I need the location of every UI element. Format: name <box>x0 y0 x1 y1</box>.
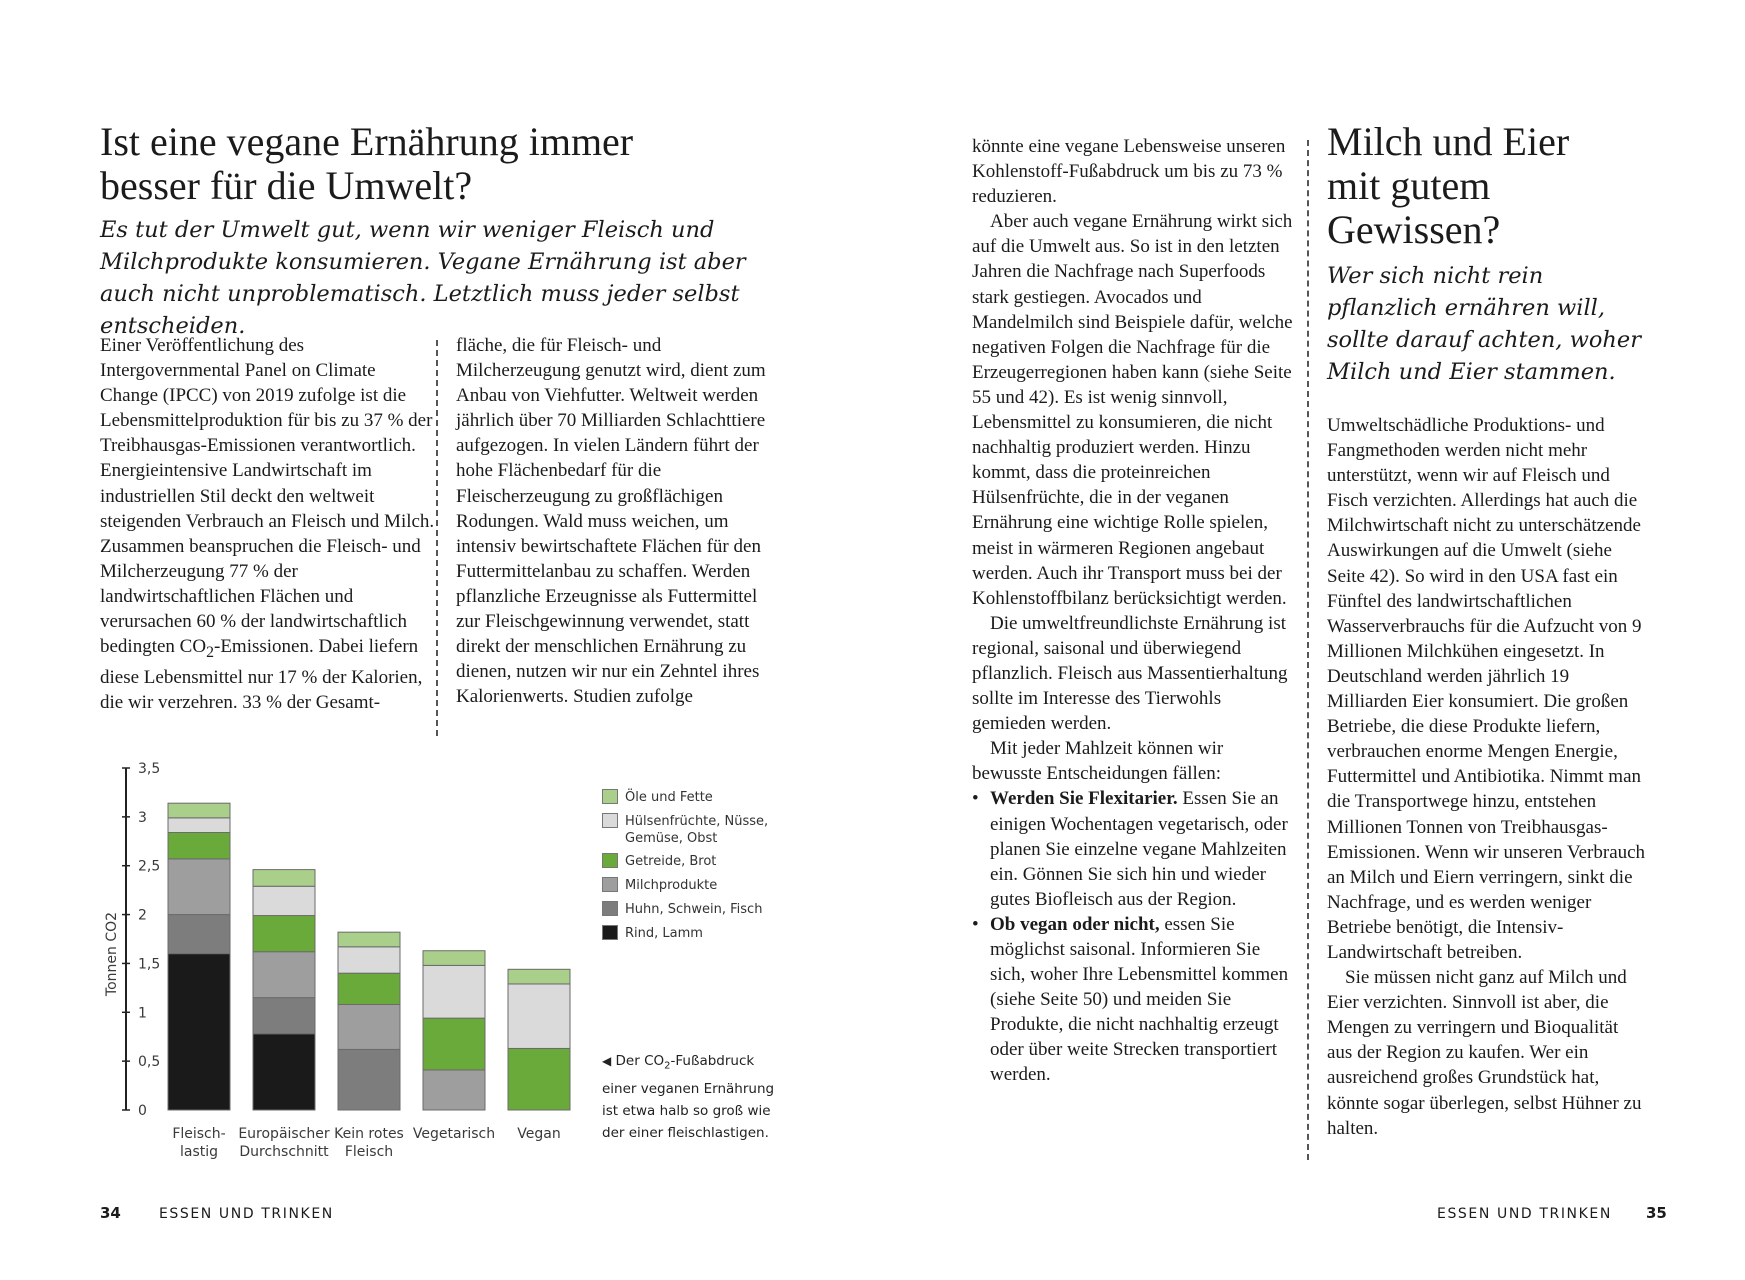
bar-segment <box>253 916 315 952</box>
x-tick-label: Durchschnitt <box>239 1144 329 1160</box>
body-paragraph: fläche, die für Fleisch- und Milcherzeugung genutzt wird, dient zum Anbau von Viehfutter. Weltweit werden jährlich über 70 Milliarden Schlachttiere aufgezogen. In vielen Ländern führt der hohe Flächenbedarf für die Fleischerzeugung zu großflächigen Rodungen. Wald muss weichen, um intensiv bewirtschaftete Flächen für den Futtermittelanbau zu schaffen. Werden pflanzliche Erzeugnisse als Futtermittel zur Fleischgewinnung verwendet, statt direkt der menschlichen Ernährung zu dienen, nutzen wir nur ein Zehntel ihres Kalorienwerts. Studien zufolge <box>456 335 766 708</box>
legend-item <box>602 813 785 847</box>
section-label: ESSEN UND TRINKEN <box>1437 1206 1612 1222</box>
bar-segment <box>423 965 485 1018</box>
bar-segment <box>168 915 230 954</box>
legend-swatch <box>602 877 618 892</box>
y-tick-label: 1,5 <box>138 956 161 973</box>
body-paragraph: Umweltschädliche Produktions- und Fangmethoden werden nicht mehr unterstützt, wenn wir auf Fleisch und Fisch verzichten. Allerdings hat auch die Milchwirtschaft nicht zu unterschätzende Auswirkungen auf die Umwelt (siehe Seite 42). So wird in den USA fast ein Fünftel des landwirtschaftlichen Wasserverbrauchs für die Aufzucht von 9 Millionen Milchkühen eingesetzt. In Deutschland werden jährlich 19 Milliarden Eier konsumiert. Die großen Betriebe, die diese Produkte liefern, verbrauchen enorme Mengen Energie, Futtermittel und Antibiotika. Nimmt man die Transportwege hinzu, entstehen Millionen Tonnen von Treibhausgas-Emissionen. Wenn wir unseren Verbrauch an Milch und Eiern verringern, sinkt die Nachfrage, und es werden weniger Betriebe benötigt, die Intensiv-Landwirtschaft betreiben. <box>1327 415 1646 963</box>
legend-item <box>602 901 762 918</box>
bar-segment <box>423 1070 485 1110</box>
legend-swatch <box>602 853 618 868</box>
legend-item <box>602 925 703 942</box>
legend-label: Öle und Fette <box>625 790 713 805</box>
legend-swatch <box>602 813 618 828</box>
bar-segment <box>168 818 230 833</box>
legend-label: Huhn, Schwein, Fisch <box>625 902 763 917</box>
y-tick-label: 1 <box>138 1005 147 1022</box>
y-tick-label: 0,5 <box>138 1054 161 1071</box>
bar-segment <box>253 998 315 1034</box>
lead-text: Es tut der Umwelt gut, wenn wir weniger Fleisch und Milchprodukte konsumieren. Vegane Ernährung ist aber auch nicht unproblematisch. Letztlich muss jeder selbst entscheiden. <box>100 217 746 339</box>
body-paragraph: Einer Veröffentlichung des Intergovernmental Panel on Climate Change (IPCC) von 2019 zufolge ist die Lebensmittelproduktion für bis zu 37 % der Treibhausgas-Emissionen verantwortlich. Energieintensive Landwirtschaft im industriellen Stil deckt den weltweit steigenden Verbrauch an Fleisch und Milch. Zusammen beanspruchen die Fleisch- und Milcherzeugung 77 % der landwirtschaftlichen Flächen und verursachen 60 % der landwirtschaftlich bedingten $CO_2$-Emissionen. Dabei liefern diese Lebensmittel nur 17 % der Kalorien, die wir verzehren. 33 % der Gesamt- <box>100 335 435 714</box>
bar-segment <box>508 984 570 1048</box>
legend-swatch <box>602 789 618 804</box>
y-axis-label: Tonnen CO2 <box>104 911 120 997</box>
section-label: ESSEN UND TRINKEN <box>158 1206 334 1222</box>
bar-segment <box>423 1018 485 1070</box>
chart-note: ◀ Der $CO_2$-Fußabdruck einer veganen Ernährung ist etwa halb so groß wie der einer fleischlastigen. <box>602 1053 775 1141</box>
y-tick-label: 0 <box>138 1103 147 1119</box>
bar-segment <box>168 859 230 915</box>
bar-segment <box>508 1048 570 1110</box>
left-page <box>0 0 872 1280</box>
list-item: • Ob vegan oder nicht, essen Sie möglichst saisonal. Informieren Sie sich, woher Ihre Lebensmittel kommen (siehe Seite 50) und meiden Sie Produkte, die nicht nachhaltig erzeugt oder über weite Strecken transportiert werden. <box>972 912 1297 1088</box>
legend-swatch <box>602 925 618 940</box>
column-divider <box>436 340 438 736</box>
bar-segment <box>338 947 400 973</box>
x-tick-label: Vegetarisch <box>412 1126 496 1142</box>
legend-label: Milchprodukte <box>625 878 718 893</box>
sidebar-body <box>1327 413 1647 1141</box>
body-paragraph: Aber auch vegane Ernährung wirkt sich auf die Umwelt aus. So ist in den letzten Jahren die Nachfrage nach Superfoods stark gestiegen. Avocados und Mandelmilch sind Beispiele dafür, welche negativen Folgen die Nachfrage für die Erzeugerregionen haben kann (siehe Seite 55 und 42). Es ist wenig sinnvoll, Lebensmittel zu konsumieren, die nicht nachhaltig produziert werden. Hinzu kommt, dass die proteinreichen Hülsenfrüchte, die in der veganen Ernährung eine wichtige Rolle spielen, meist in wärmeren Regionen angebaut werden. Auch ihr Transport muss bei der Kohlenstoffbilanz berücksichtigt werden. <box>972 211 1293 609</box>
page-number: 34 <box>100 1204 121 1222</box>
legend-item <box>602 877 717 894</box>
y-tick-label: 2,5 <box>138 858 161 875</box>
body-column-1 <box>100 333 435 715</box>
bar-segment <box>168 954 230 1110</box>
bar-segment <box>253 886 315 915</box>
bar-segment <box>508 969 570 984</box>
footer <box>100 1204 334 1222</box>
bar-segment <box>423 951 485 966</box>
legend-label: Rind, Lamm <box>625 926 703 941</box>
x-tick-label: lastig <box>179 1144 219 1160</box>
bar-segment <box>338 973 400 1004</box>
legend-item <box>602 789 713 806</box>
body-paragraph: Mit jeder Mahlzeit können wir bewusste Entscheidungen fällen: <box>972 738 1224 785</box>
bar-segment <box>338 1004 400 1049</box>
x-tick-label: Fleisch- <box>172 1126 226 1142</box>
footer <box>1437 1204 1667 1222</box>
bar-segment <box>253 870 315 887</box>
x-tick-label: Fleisch <box>344 1144 394 1160</box>
tips-list <box>972 786 1297 1087</box>
legend-label: Getreide, Brot <box>625 854 717 869</box>
legend-swatch <box>602 901 618 916</box>
x-tick-label: Europäischer <box>238 1126 330 1142</box>
body-column-3 <box>972 134 1297 1088</box>
bar-segment <box>253 952 315 998</box>
bar-segment <box>253 1034 315 1110</box>
body-paragraph: Die umweltfreundlichste Ernährung ist regional, saisonal und überwiegend pflanzlich. Fleisch aus Massentierhaltung sollte im Interesse des Tierwohls gemieden werden. <box>972 612 1288 735</box>
page-title: Ist eine vegane Ernährung immer besser für die Umwelt? <box>100 119 634 208</box>
bar-segment <box>168 832 230 858</box>
sidebar-title: Milch und Eier mit gutem Gewissen? <box>1327 119 1570 252</box>
list-item: • Werden Sie Flexitarier. Essen Sie an einigen Wochentagen vegetarisch, oder planen Sie einzelne vegane Mahlzeiten ein. Gönnen Sie sich hin und wieder gutes Biofleisch aus der Region. <box>972 786 1297 911</box>
right-page <box>872 0 1745 1280</box>
body-paragraph: könnte eine vegane Lebensweise unseren Kohlenstoff-Fußabdruck um bis zu 73 % reduzieren. <box>972 136 1286 208</box>
legend-item <box>602 853 716 870</box>
y-tick-label: 3,5 <box>138 761 161 777</box>
column-divider <box>1307 140 1309 1160</box>
bar-segment <box>168 803 230 818</box>
body-paragraph: Sie müssen nicht ganz auf Milch und Eier verzichten. Sinnvoll ist aber, die Mengen zu verringern und Bioqualität aus der Region zu kaufen. Wer ein ausreichend großes Grundstück hat, könnte sogar überlegen, selbst Hühner zu halten. <box>1327 967 1642 1139</box>
legend-label: Hülsenfrüchte, Nüsse, Gemüse, Obst <box>625 814 769 846</box>
bar-segment <box>338 1049 400 1110</box>
y-tick-label: 2 <box>138 907 147 924</box>
body-column-2 <box>456 333 776 709</box>
x-tick-label: Vegan <box>517 1126 561 1142</box>
sidebar-lead: Wer sich nicht rein pflanzlich ernähren will, sollte darauf achten, woher Milch und Eier stammen. <box>1327 263 1641 385</box>
x-tick-label: Kein rotes <box>334 1126 404 1142</box>
page-number: 35 <box>1645 1204 1667 1222</box>
y-tick-label: 3 <box>138 809 147 826</box>
bar-segment <box>338 932 400 947</box>
